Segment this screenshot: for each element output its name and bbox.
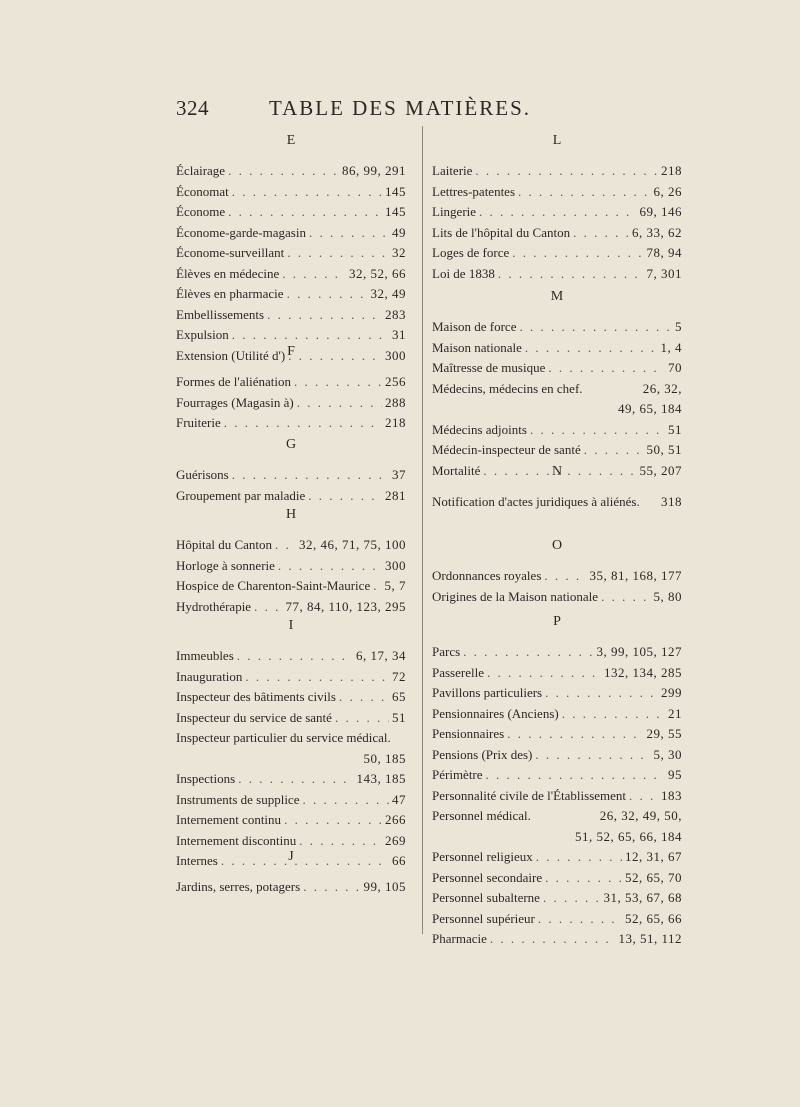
entry-term: Parcs: [432, 644, 461, 659]
entry-pages: 143, 185: [356, 771, 406, 786]
entry-continuation: 50, 185: [363, 750, 406, 766]
entry-term: Économe-surveillant: [176, 245, 285, 260]
entry-pages: 12, 31, 67: [625, 849, 682, 864]
entry-pages: 13, 51, 112: [618, 931, 682, 946]
index-entry: [176, 790, 406, 811]
dot-leader: [486, 765, 665, 786]
index-entry: [176, 576, 406, 597]
section-letter: M: [550, 289, 564, 304]
dot-leader: [498, 264, 644, 285]
index-entry: [432, 317, 682, 338]
entry-pages: 21: [668, 705, 682, 721]
index-entry: [176, 646, 406, 667]
index-entry: [176, 393, 406, 414]
dot-leader: [487, 663, 601, 684]
entry-term: Inspecteur des bâtiments civils: [176, 689, 336, 704]
entry-pages: 288: [385, 394, 406, 410]
section-letter: E: [286, 133, 296, 148]
entry-pages: 51: [668, 421, 682, 437]
dot-leader: [512, 243, 643, 264]
dot-leader: [519, 317, 672, 338]
entry-pages: 32, 49: [370, 286, 406, 301]
entry-pages: 218: [661, 163, 682, 178]
entry-pages: 1, 4: [660, 339, 682, 355]
entry-term: Groupement par maladie: [176, 487, 306, 503]
entry-term: Inspections: [176, 771, 236, 786]
index-entry: [176, 465, 406, 486]
dot-leader: [545, 868, 622, 889]
dot-leader: [245, 667, 389, 688]
index-section: [176, 505, 406, 617]
entry-pages: 50, 51: [646, 442, 682, 457]
entry-term: Médecin-inspecteur de santé: [432, 442, 581, 457]
entry-pages: 5, 80: [653, 588, 682, 604]
index-entry: [176, 486, 406, 507]
index-entry: [432, 724, 682, 745]
entry-pages: 283: [385, 306, 406, 322]
entry-pages: 281: [385, 487, 406, 503]
entry-pages: 145: [385, 183, 406, 199]
entry-term: Personnel subalterne: [432, 890, 540, 905]
entry-pages: 31, 53, 67, 68: [603, 890, 682, 905]
index-entry: [176, 243, 406, 264]
entry-term: Personnel médical.: [432, 808, 531, 823]
dot-leader: [238, 769, 353, 790]
entry-pages: 37: [392, 467, 406, 482]
entry-pages: 49: [392, 224, 406, 240]
dot-leader: [339, 687, 389, 708]
index-entry: [176, 202, 406, 223]
entry-term: Fourrages (Magasin à): [176, 394, 294, 410]
index-entry: [176, 687, 406, 708]
dot-leader: [254, 597, 282, 618]
entry-term: Formes de l'aliénation: [176, 374, 291, 389]
entry-term: Jardins, serres, potagers: [176, 879, 301, 894]
entry-term: Origines de la Maison nationale: [432, 588, 599, 604]
index-entry: [432, 642, 682, 663]
entry-term: Élèves en pharmacie: [176, 286, 284, 301]
entry-term: Élèves en médecine: [176, 265, 280, 281]
entry-pages: 7, 301: [646, 265, 682, 281]
entry-pages: 6, 33, 62: [632, 224, 682, 240]
entry-pages: 318: [661, 494, 682, 509]
index-entry: [176, 535, 406, 556]
index-section: [176, 847, 406, 898]
entry-pages: 183: [661, 787, 682, 803]
dot-leader: [284, 810, 382, 831]
dot-leader: [308, 486, 382, 507]
entry-pages: 86, 99, 291: [342, 163, 406, 178]
dot-leader: [267, 305, 382, 326]
index-entry: [432, 663, 682, 684]
dot-leader: [535, 745, 650, 766]
index-entry: [432, 223, 682, 244]
dot-leader: [228, 161, 339, 182]
entry-term: Hôpital du Canton: [176, 537, 273, 552]
index-entry: [432, 806, 682, 827]
dot-leader: [237, 646, 353, 667]
entry-pages: 145: [385, 204, 406, 219]
dot-leader: [490, 929, 616, 950]
entry-term: Lingerie: [432, 204, 477, 219]
index-section: [432, 536, 682, 607]
dot-leader: [525, 338, 658, 359]
entry-pages: 300: [385, 347, 406, 363]
index-entry: [176, 161, 406, 182]
entry-pages: 256: [385, 374, 406, 389]
entry-pages: 77, 84, 110, 123, 295: [285, 598, 406, 614]
dot-leader: [601, 587, 650, 608]
entry-term: Horloge à sonnerie: [176, 557, 275, 573]
dot-leader: [629, 786, 658, 807]
dot-leader: [302, 790, 389, 811]
entry-pages: 3, 99, 105, 127: [596, 644, 682, 659]
index-entry: [176, 223, 406, 244]
index-entry: [176, 597, 406, 618]
entry-term: Pensionnaires (Anciens): [432, 705, 559, 721]
entry-pages: 65: [392, 689, 406, 704]
entry-term: Personnel secondaire: [432, 869, 543, 885]
entry-term: Fruiterie: [176, 415, 221, 430]
entry-term: Extension (Utilité d'): [176, 347, 286, 363]
entry-term: Économe-garde-magasin: [176, 224, 306, 240]
index-entry: [432, 492, 682, 513]
dot-leader: [479, 202, 636, 223]
entry-term: Éclairage: [176, 163, 226, 178]
section-letter: H: [285, 507, 297, 522]
page-number: 324: [176, 96, 209, 120]
index-entry: [432, 929, 682, 950]
index-entry: [176, 182, 406, 203]
entry-pages: 99, 105: [363, 879, 406, 894]
dot-leader: [232, 465, 389, 486]
index-section: [432, 287, 682, 481]
index-entry: [432, 420, 682, 441]
section-letter: I: [288, 618, 294, 633]
entry-term: Guérisons: [176, 467, 229, 482]
entry-pages: 266: [385, 812, 406, 827]
entry-term: Hospice de Charenton-Saint-Maurice: [176, 578, 371, 593]
entry-pages: 300: [385, 557, 406, 573]
entry-term: Mortalité: [432, 462, 481, 478]
entry-term: Pavillons particuliers: [432, 685, 543, 700]
index-section: [176, 616, 406, 872]
entry-term: Internement discontinu: [176, 832, 297, 848]
dot-leader: [543, 888, 601, 909]
index-entry: [176, 708, 406, 729]
index-entry: [432, 786, 682, 807]
entry-term: Inauguration: [176, 668, 243, 684]
dot-leader: [507, 724, 643, 745]
dot-leader: [518, 182, 650, 203]
section-letter: N: [551, 464, 563, 479]
index-entry: [432, 358, 682, 379]
entry-pages: 5: [675, 319, 682, 334]
index-section: [176, 131, 406, 366]
entry-term: Lettres-patentes: [432, 183, 516, 199]
entry-continuation: 49, 65, 184: [618, 401, 682, 416]
entry-pages: 35, 81, 168, 177: [589, 568, 682, 583]
entry-term: Personnalité civile de l'Établissement: [432, 787, 627, 803]
dot-leader: [544, 566, 586, 587]
entry-pages: 52, 65, 66: [625, 910, 682, 926]
dot-leader: [275, 535, 296, 556]
entry-term: Hydrothérapie: [176, 598, 252, 614]
section-letter: F: [287, 344, 295, 359]
dot-leader: [573, 223, 629, 244]
entry-term: Économat: [176, 183, 229, 199]
dot-leader: [548, 358, 665, 379]
index-entry: [432, 379, 682, 400]
entry-pages: 32: [392, 245, 406, 260]
dot-leader: [463, 642, 593, 663]
index-entry: [176, 264, 406, 285]
entry-pages: 299: [661, 685, 682, 700]
dot-leader: [335, 708, 389, 729]
index-entry: [432, 847, 682, 868]
dot-leader: [545, 683, 658, 704]
entry-pages: 6, 26: [653, 183, 682, 199]
dot-leader: [287, 284, 368, 305]
entry-term: Notification d'actes juridiques à aliénés.: [432, 494, 640, 509]
entry-pages: 5, 30: [653, 746, 682, 762]
entry-term: Inspecteur du service de santé: [176, 709, 332, 725]
index-entry: [176, 810, 406, 831]
entry-term: Loges de force: [432, 245, 510, 260]
entry-term: Maison nationale: [432, 339, 522, 355]
dot-leader: [282, 264, 346, 285]
dot-leader: [309, 223, 389, 244]
index-entry: [176, 284, 406, 305]
section-letter: G: [285, 437, 297, 452]
entry-term: Personnel religieux: [432, 849, 533, 864]
entry-term: Périmètre: [432, 767, 483, 782]
index-section: [176, 342, 406, 434]
index-entry: [432, 566, 682, 587]
index-entry: [432, 868, 682, 889]
index-entry: [176, 413, 406, 434]
entry-term: Internement continu: [176, 812, 282, 827]
entry-term: Pharmacie: [432, 931, 487, 946]
entry-pages: 32, 46, 71, 75, 100: [299, 537, 406, 552]
entry-pages: 32, 52, 66: [349, 265, 406, 281]
entry-pages: 6, 17, 34: [356, 648, 406, 663]
entry-pages: 78, 94: [646, 245, 682, 260]
index-entry: [432, 161, 682, 182]
dot-leader: [303, 877, 360, 898]
entry-term: Ordonnances royales: [432, 568, 542, 583]
index-entry: [432, 264, 682, 285]
entry-term: Maison de force: [432, 319, 517, 334]
index-section: [432, 131, 682, 284]
entry-term: Personnel supérieur: [432, 910, 535, 926]
dot-leader: [228, 202, 382, 223]
entry-pages: 52, 65, 70: [625, 869, 682, 885]
entry-term: Inspecteur particulier du service médical.: [176, 730, 391, 745]
entry-term: Laiterie: [432, 163, 473, 178]
dot-leader: [562, 704, 665, 725]
entry-term: Médecins adjoints: [432, 421, 527, 437]
entry-term: Internes: [176, 853, 218, 868]
entry-term: Loi de 1838: [432, 265, 495, 281]
dot-leader: [297, 393, 382, 414]
entry-pages: 26, 32, 49, 50,: [599, 808, 682, 823]
index-entry: [176, 667, 406, 688]
index-entry: [432, 587, 682, 608]
section-letter: P: [553, 614, 561, 629]
entry-pages: 269: [385, 832, 406, 848]
dot-leader: [287, 243, 389, 264]
index-section: [176, 435, 406, 506]
index-entry: [176, 556, 406, 577]
index-entry: [176, 372, 406, 393]
index-entry: [176, 305, 406, 326]
index-entry: [432, 888, 682, 909]
entry-term: Médecins, médecins en chef.: [432, 380, 583, 396]
entry-term: Expulsion: [176, 327, 229, 342]
entry-term: Embellissements: [176, 306, 265, 322]
entry-pages: 31: [392, 327, 406, 342]
entry-pages: 47: [392, 791, 406, 807]
index-entry: [432, 243, 682, 264]
entry-pages: 132, 134, 285: [604, 664, 682, 680]
dot-leader: [536, 847, 622, 868]
entry-term: Maîtresse de musique: [432, 360, 546, 375]
entry-term: Passerelle: [432, 664, 484, 680]
entry-pages: 55, 207: [639, 462, 682, 478]
entry-pages: 95: [668, 767, 682, 782]
index-entry: [176, 728, 406, 749]
entry-term: Immeubles: [176, 648, 234, 663]
column-divider: [422, 126, 423, 934]
dot-leader: [538, 909, 622, 930]
dot-leader: [224, 413, 382, 434]
entry-pages: 66: [392, 853, 406, 868]
dot-leader: [584, 440, 644, 461]
index-entry: [432, 338, 682, 359]
running-title: TABLE DES MATIÈRES.: [268, 96, 532, 120]
index-entry: [176, 769, 406, 790]
index-section: [432, 612, 682, 950]
entry-pages: 72: [392, 668, 406, 684]
index-entry: [432, 202, 682, 223]
dot-leader: [294, 372, 382, 393]
entry-term: Pensionnaires: [432, 726, 505, 741]
entry-pages: 218: [385, 415, 406, 430]
index-entry: [176, 877, 406, 898]
entry-term: Lits de l'hôpital du Canton: [432, 224, 571, 240]
dot-leader: [232, 182, 382, 203]
index-entry: [432, 683, 682, 704]
entry-term: Instruments de supplice: [176, 791, 300, 807]
index-entry: [432, 745, 682, 766]
entry-pages: 69, 146: [639, 204, 682, 219]
dot-leader: [475, 161, 658, 182]
dot-leader: [373, 576, 381, 597]
index-section: [432, 462, 682, 513]
entry-term: Économe: [176, 204, 226, 219]
entry-pages: 5, 7: [384, 578, 406, 593]
section-letter: L: [552, 133, 562, 148]
section-letter: O: [551, 538, 563, 553]
dot-leader: [530, 420, 665, 441]
index-entry: [432, 182, 682, 203]
entry-term: Pensions (Prix des): [432, 746, 533, 762]
dot-leader: [278, 556, 382, 577]
entry-pages: 29, 55: [646, 726, 682, 741]
entry-pages: 51: [392, 709, 406, 725]
index-entry: [432, 440, 682, 461]
index-entry: [432, 765, 682, 786]
entry-pages: 70: [668, 360, 682, 375]
section-letter: J: [288, 849, 294, 864]
entry-pages: 26, 32,: [642, 380, 682, 396]
index-entry: [432, 909, 682, 930]
entry-continuation: 51, 52, 65, 66, 184: [575, 828, 682, 844]
index-entry: [432, 704, 682, 725]
